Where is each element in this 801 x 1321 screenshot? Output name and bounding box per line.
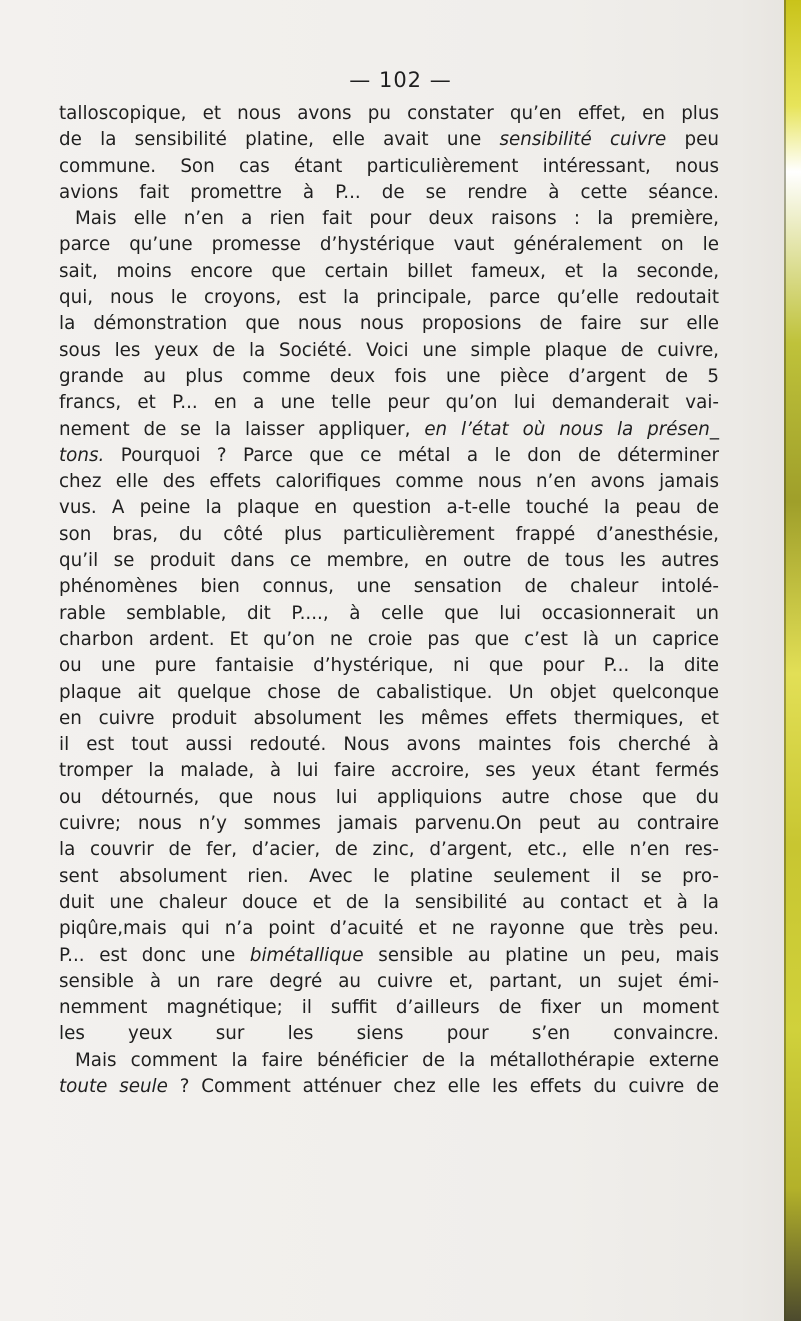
text-line: sous les yeux de la Société. Voici une simple plaque de cuivre, xyxy=(59,339,719,361)
text-line: Mais comment la faire bénéficier de la métallothérapie externe xyxy=(75,1049,719,1071)
italic-text: en l’état où nous la présen_ xyxy=(424,418,719,440)
text-line: son bras, du côté plus particulièrement frappé d’anesthésie, xyxy=(59,523,719,545)
text-line: nement de se la laisser appliquer, en l’état où nous la présen_ xyxy=(59,418,719,440)
italic-text: toute seule xyxy=(59,1075,168,1097)
text-line: francs, et P... en a une telle peur qu’on lui demanderait vai- xyxy=(59,392,719,414)
text-line: en cuivre produit absolument les mêmes effets thermiques, et xyxy=(59,707,719,729)
text-line: la démonstration que nous nous proposions de faire sur elle xyxy=(59,313,719,335)
text-line: sensible à un rare degré au cuivre et, partant, un sujet émi- xyxy=(59,970,719,992)
text-line: sait, moins encore que certain billet fameux, et la seconde, xyxy=(59,260,719,282)
text-line: nemment magnétique; il suffit d’ailleurs de fixer un moment xyxy=(59,997,719,1019)
text-line: qu’il se produit dans ce membre, en outre de tous les autres xyxy=(59,550,719,572)
page-number: — 102 — xyxy=(349,68,452,92)
text-line: grande au plus comme deux fois une pièce d’argent de 5 xyxy=(59,365,719,387)
text-line: talloscopique, et nous avons pu constater qu’en effet, en plus xyxy=(59,103,719,124)
text-line: plaque ait quelque chose de cabalistique. Un objet quelconque xyxy=(59,681,719,703)
text-line: rable semblable, dit P...., à celle que lui occasionnerait un xyxy=(59,602,719,624)
text-line: parce qu’une promesse d’hystérique vaut généralement on le xyxy=(59,234,719,256)
text-line: vus. A peine la plaque en question a-t-elle touché la peau de xyxy=(59,497,719,519)
italic-text: sensibilité cuivre xyxy=(499,129,667,151)
text-line: duit une chaleur douce et de la sensibilité au contact et à la xyxy=(59,891,719,913)
italic-text: bimétallique xyxy=(249,944,364,966)
text-line: commune. Son cas étant particulièrement intéressant, nous xyxy=(59,155,719,177)
text-line: qui, nous le croyons, est la principale, parce qu’elle redoutait xyxy=(59,287,719,309)
text-line: chez elle des effets calorifiques comme nous n’en avons jamais xyxy=(59,471,719,493)
italic-text: tons. xyxy=(59,444,105,466)
text-line: les yeux sur les siens pour s’en convaincre. xyxy=(59,1023,719,1045)
text-line: piqûre,mais qui n’a point d’acuité et ne rayonne que très peu. xyxy=(59,918,719,940)
text-line: il est tout aussi redouté. Nous avons maintes fois cherché à xyxy=(59,734,719,756)
text-line: tons. Pourquoi ? Parce que ce métal a le don de déterminer xyxy=(59,444,719,466)
text-line: avions fait promettre à P... de se rendre à cette séance. xyxy=(59,181,719,203)
text-line: tromper la malade, à lui faire accroire, ses yeux étant fermés xyxy=(59,760,719,782)
page-edge xyxy=(784,0,801,1321)
body-text xyxy=(59,101,719,1100)
text-line: charbon ardent. Et qu’on ne croie pas que c’est là un caprice xyxy=(59,628,719,650)
text-line: ou une pure fantaisie d’hystérique, ni que pour P... la dite xyxy=(59,655,719,677)
text-line: ou détournés, que nous lui appliquions autre chose que du xyxy=(59,786,719,808)
text-line: phénomènes bien connus, une sensation de chaleur intolé- xyxy=(59,576,719,598)
text-line: la couvrir de fer, d’acier, de zinc, d’argent, etc., elle n’en res- xyxy=(59,839,719,861)
text-line: Mais elle n’en a rien fait pour deux raisons : la première, xyxy=(75,208,719,230)
text-line: P... est donc une bimétallique sensible au platine un peu, mais xyxy=(59,944,719,966)
text-line: sent absolument rien. Avec le platine seulement il se pro- xyxy=(59,865,719,887)
text-line: de la sensibilité platine, elle avait une sensibilité cuivre peu xyxy=(59,129,719,151)
text-line: cuivre; nous n’y sommes jamais parvenu.On peut au contraire xyxy=(59,813,719,835)
text-line: toute seule ? Comment atténuer chez elle les effets du cuivre de xyxy=(59,1075,719,1097)
